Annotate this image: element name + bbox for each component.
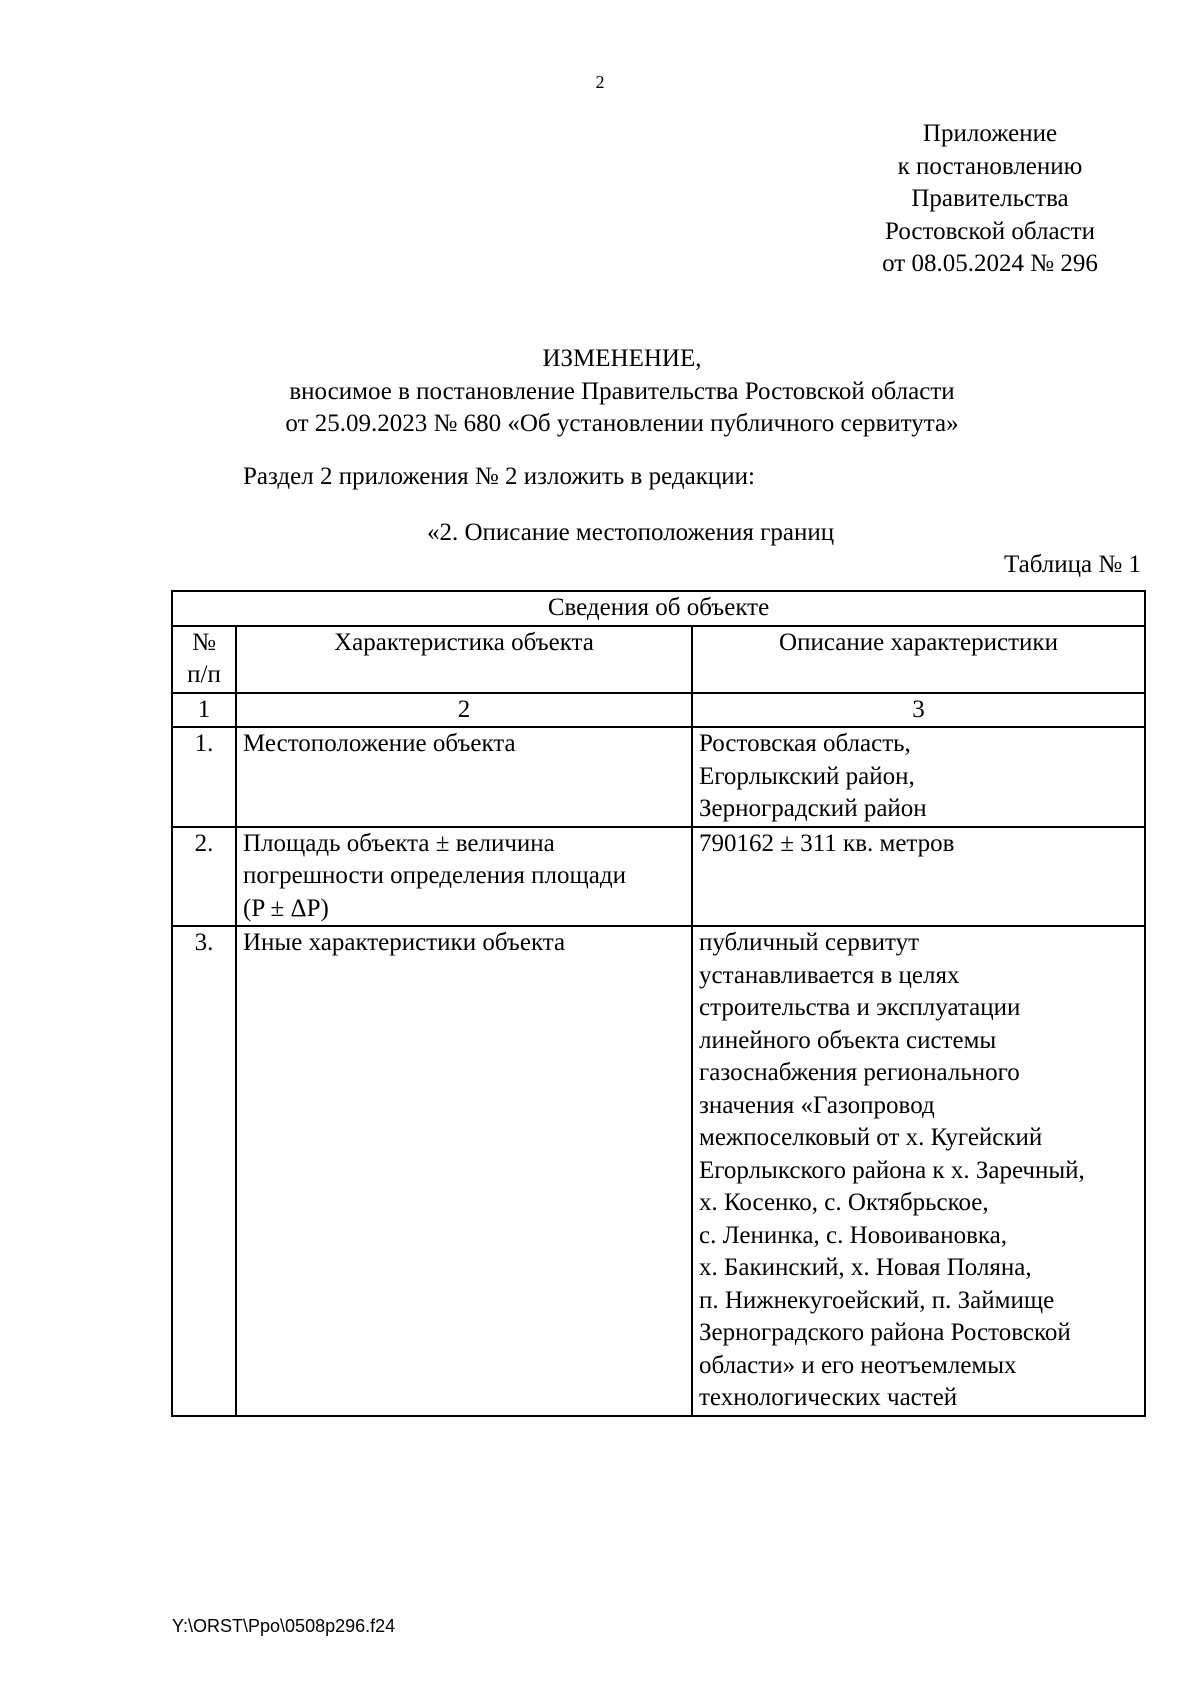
cell-line: Зерноградский район [699, 795, 927, 822]
row-description [692, 926, 1145, 1416]
cell-line: публичный сервитут [699, 929, 920, 956]
cell-line: погрешности определения площади [243, 862, 626, 889]
cell-line: Егорлыкского района к х. Заречный, [699, 1156, 1085, 1184]
table-header-row [172, 626, 1145, 693]
header-num-line: № [192, 628, 216, 656]
column-number: 2 [236, 693, 692, 728]
document-title [172, 343, 1072, 441]
title-line: вносимое в постановление Правительства Ростовской области [289, 377, 955, 405]
appendix-line: Ростовской области [885, 217, 1095, 245]
cell-line: с. Ленинка, с. Новоивановка, [699, 1221, 1008, 1249]
row-description [692, 827, 1145, 927]
cell-line: Местоположение объекта [243, 730, 516, 757]
cell-line: 790162 ± 311 кв. метров [699, 829, 955, 857]
header-description: Описание характеристики [692, 626, 1145, 693]
header-characteristic: Характеристика объекта [236, 626, 692, 693]
cell-line: области» и его неотъемлемых [699, 1351, 1017, 1379]
cell-line: технологических частей [699, 1384, 958, 1411]
table-row [172, 926, 1145, 1416]
table-caption: Сведения об объекте [172, 591, 1145, 626]
cell-line: Зерноградского района Ростовской [699, 1319, 1071, 1346]
cell-line: устанавливается в целях [699, 961, 960, 989]
header-num-line: п/п [187, 661, 221, 688]
column-numbers-row [172, 693, 1145, 728]
cell-line: Площадь объекта ± величина [243, 829, 555, 857]
cell-line: Егорлыкский район, [699, 762, 915, 790]
section-instruction: Раздел 2 приложения № 2 изложить в редакции: [243, 463, 755, 490]
column-number: 3 [692, 693, 1145, 728]
appendix-line: от 08.05.2024 № 296 [882, 250, 1098, 277]
cell-line: х. Бакинский, х. Новая Поляна, [699, 1254, 1032, 1281]
cell-line: газоснабжения регионального [699, 1059, 1020, 1086]
cell-line: Ростовская область, [699, 730, 911, 757]
cell-line: п. Нижнекугоейский, п. Займище [699, 1286, 1055, 1314]
table-row [172, 827, 1145, 927]
appendix-block [840, 118, 1140, 281]
row-characteristic [236, 827, 692, 927]
page-number: 2 [595, 72, 605, 92]
object-table [171, 590, 1146, 1417]
file-path-footer: Y:\ORST\Ppo\0508p296.f24 [172, 1616, 396, 1636]
cell-line: (P ± ΔP) [243, 894, 329, 922]
cell-line: значения «Газопровод [699, 1091, 935, 1119]
appendix-line: Правительства [911, 185, 1069, 212]
row-characteristic [236, 727, 692, 827]
header-num [172, 626, 236, 693]
appendix-line: к постановлению [897, 152, 1083, 180]
cell-line: межпоселковый от х. Кугейский [699, 1124, 1043, 1151]
row-num: 1. [172, 727, 236, 827]
cell-line: х. Косенко, с. Октябрьское, [699, 1189, 989, 1216]
row-description [692, 727, 1145, 827]
table-label: Таблица № 1 [1003, 551, 1141, 578]
title-heading: ИЗМЕНЕНИЕ, [542, 345, 702, 372]
cell-line: Иные характеристики объекта [243, 929, 566, 956]
table-caption-row [172, 591, 1145, 626]
appendix-line: Приложение [922, 120, 1058, 147]
cell-line: линейного объекта системы [699, 1026, 997, 1054]
cell-line: строительства и эксплуатации [699, 994, 1021, 1021]
section-heading: «2. Описание местоположения границ [427, 519, 835, 546]
row-num: 3. [172, 926, 236, 1416]
row-num: 2. [172, 827, 236, 927]
row-characteristic [236, 926, 692, 1416]
title-line: от 25.09.2023 № 680 «Об установлении публичного сервитута» [285, 410, 959, 437]
column-number: 1 [172, 693, 236, 728]
table-row [172, 727, 1145, 827]
